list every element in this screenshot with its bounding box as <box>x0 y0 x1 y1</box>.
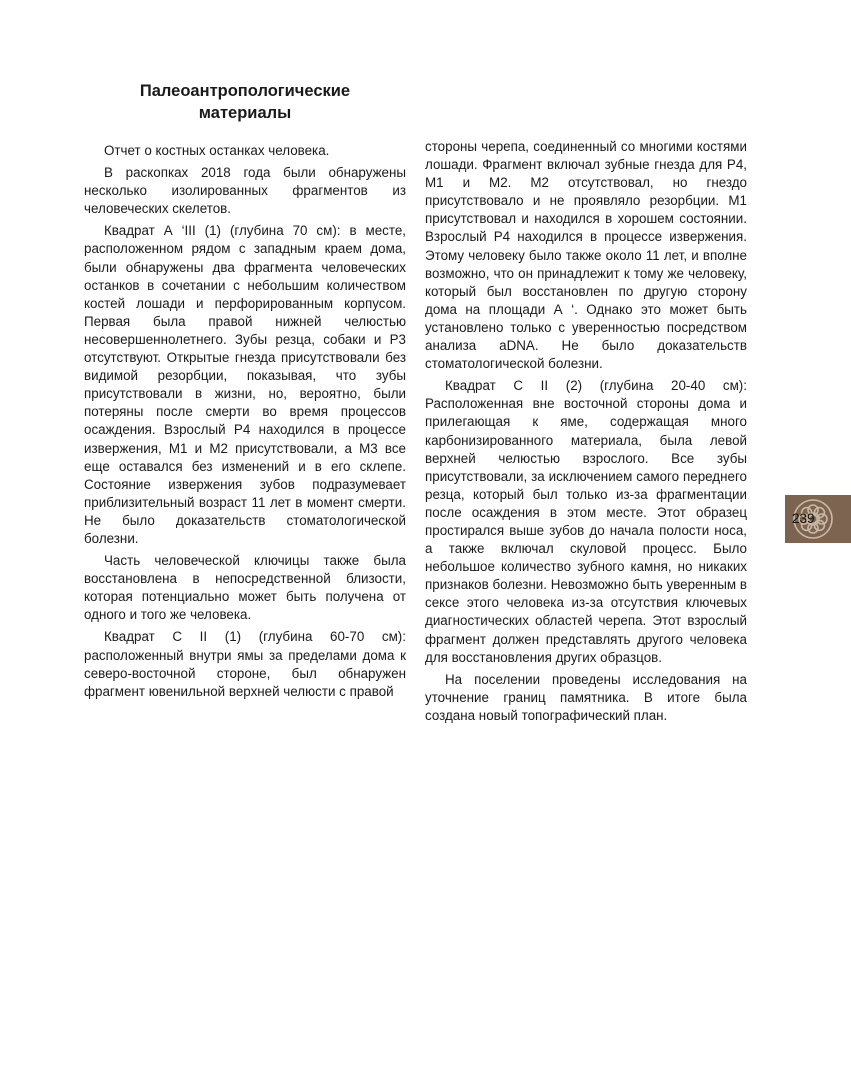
right-column <box>425 138 747 729</box>
paragraph: Квадрат С II (2) (глубина 20-40 см): Расположенная вне восточной стороны дома и прилегающая к яме, содержащая много карбонизированного материала, была левой верхней челюстью взрослого. Все зубы присутствовали, за исключением самого переднего резца, который был только из-за фрагментации после осаждения в этом месте. Этот образец простирался выше зубов до начала полости носа, а также включал скуловой процесс. Было небольшое количество зубного камня, но никаких признаков болезни. Невозможно быть уверенным в сексе этого человека из-за отсутствия ключевых диагностических областей черепа. Этот взрослый фрагмент должен представлять другого человека для восстановления других образцов. <box>425 378 747 665</box>
paragraph: В раскопках 2018 года были обнаружены несколько изолированных фрагментов из человеческих скелетов. <box>84 165 406 217</box>
title-line-1: Палеоантропологические <box>139 82 351 100</box>
title-line-2: материалы <box>198 104 292 122</box>
paragraph: Квадрат С II (1) (глубина 60-70 см): расположенный внутри ямы за пределами дома к северо-восточной стороне, был обнаружен фрагмент ювенильной верхней челюсти с правой <box>84 629 406 699</box>
paragraph: Часть человеческой ключицы также была восстановлена в непосредственной близости, которая потенциально может быть получена от одного и того же человека. <box>84 553 406 623</box>
page-number: 239 <box>792 511 815 526</box>
section-title <box>84 80 406 124</box>
left-column <box>84 142 406 705</box>
paragraph: стороны черепа, соединенный со многими костями лошади. Фрагмент включал зубные гнезда для Р4, М1 и М2. М2 отсутствовал, но гнездо присутствовало и не проявляло резорбции. М1 присутствовал и находился в хорошем состоянии. Взрослый Р4 находился в процессе извержения. Этому человеку было также около 11 лет, и вполне возможно, что он принадлежит к тому же человеку, который был восстановлен по другую сторону дома на площади А ‘. Однако это может быть установлено только с уверенностью посредством анализа aDNA. Не было доказательств стоматологической болезни. <box>425 139 747 372</box>
paragraph: Отчет о костных останках человека. <box>104 143 330 158</box>
paragraph: На поселении проведены исследования на уточнение границ памятника. В итоге была создана новый топографический план. <box>425 671 747 723</box>
paragraph: Квадрат А ‘III (1) (глубина 70 см): в месте, расположенном рядом с западным краем дома, были обнаружены два фрагмента человеческих останков в сочетании с небольшим количеством костей лошади и перфорированным корпусом. Первая была правой нижней челюстью несовершеннолетнего. Зубы резца, собаки и Р3 отсутствуют. Открытые гнезда присутствовали без видимой резорбции, показывая, что зубы присутствовали в жизни, но, вероятно, были потеряны после смерти во время процессов осаждения. Взрослый Р4 находился в процессе извержения, М1 и М2 присутствовали, а М3 все еще оставался без изменений и в его склепе. Состояние извержения зубов подразумевает приблизительный возраст 11 лет в момент смерти. Не было доказательств стоматологической болезни. <box>84 223 406 546</box>
